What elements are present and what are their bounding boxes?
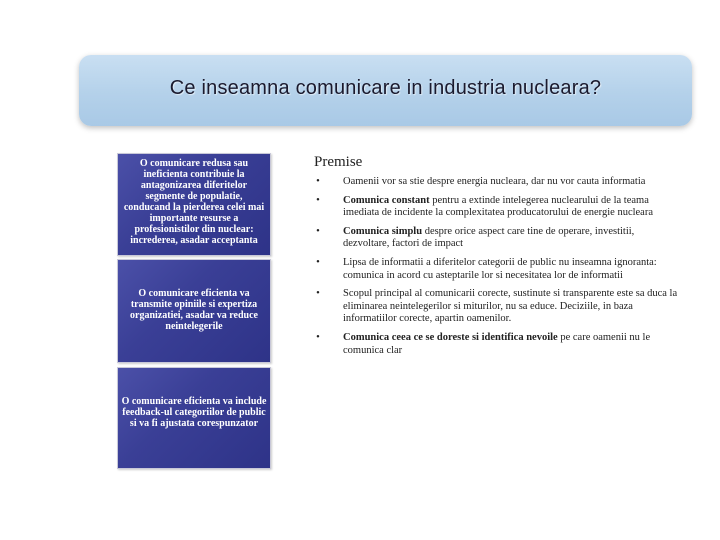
premise-item <box>312 332 682 357</box>
page-title: Ce inseamna comunicare in industria nucleara? <box>169 77 602 99</box>
bullet-icon: • <box>316 225 320 237</box>
premise-heading: Premise <box>314 154 363 170</box>
bullet-icon: • <box>316 331 320 343</box>
info-box-reduced-communication <box>117 153 271 256</box>
premise-item-bold: Comunica simplu <box>343 225 423 237</box>
premise-item-text: pentru a extinde intelegerea nuclearului de la teama imediata de incidente la complexitatea producatorului de energie nucleara <box>343 194 653 219</box>
info-box-efficient-feedback <box>117 367 271 469</box>
bullet-icon: • <box>316 288 320 300</box>
premise-item <box>312 195 682 220</box>
info-box-text: O comunicare eficienta va transmite opiniile si expertiza organizatiei, asadar va reduce neintelegerile <box>130 288 258 332</box>
premise-item-bold: Comunica constant <box>343 194 430 206</box>
info-box-efficient-opinions <box>117 259 271 363</box>
premise-list <box>312 176 682 363</box>
info-box-text: O comunicare eficienta va include feedback-ul categoriilor de public si va fi ajustata corespunzator <box>121 396 267 429</box>
title-banner <box>79 55 692 126</box>
premise-item-text: despre orice aspect care tine de operare, investitii, dezvoltare, factori de impact <box>343 225 635 250</box>
premise-item-text: Lipsa de informatii a diferitelor categorii de public nu inseamna ignoranta: comunica in acord cu asteptarile lor si necesitatea lor de informatii <box>343 256 657 281</box>
premise-item <box>312 257 682 282</box>
premise-item-bold: Comunica ceea ce se doreste si identifica nevoile <box>343 331 558 343</box>
premise-item-text: pe care oamenii nu le comunica clar <box>343 331 651 356</box>
premise-item <box>312 176 682 189</box>
info-box-text: O comunicare redusa sau ineficienta contribuie la antagonizarea diferitelor segmente de populatie, conducand la pierderea celei mai importante resurse a profesionistilor din nuclear: increderea, asadar acceptanta <box>123 158 265 246</box>
premise-item <box>312 226 682 251</box>
premise-item-text: Oamenii vor sa stie despre energia nucleara, dar nu vor cauta informatia <box>343 176 646 187</box>
bullet-icon: • <box>316 256 320 268</box>
bullet-icon: • <box>316 176 320 187</box>
bullet-icon: • <box>316 194 320 206</box>
premise-item-text: Scopul principal al comunicarii corecte, sustinute si transparente este sa duca la eliminarea neintelegerilor si miturilor, nu sa educe. Deciziile, in baza informatiilor corecte, apartin oamenilor. <box>343 288 678 325</box>
premise-item <box>312 288 682 326</box>
